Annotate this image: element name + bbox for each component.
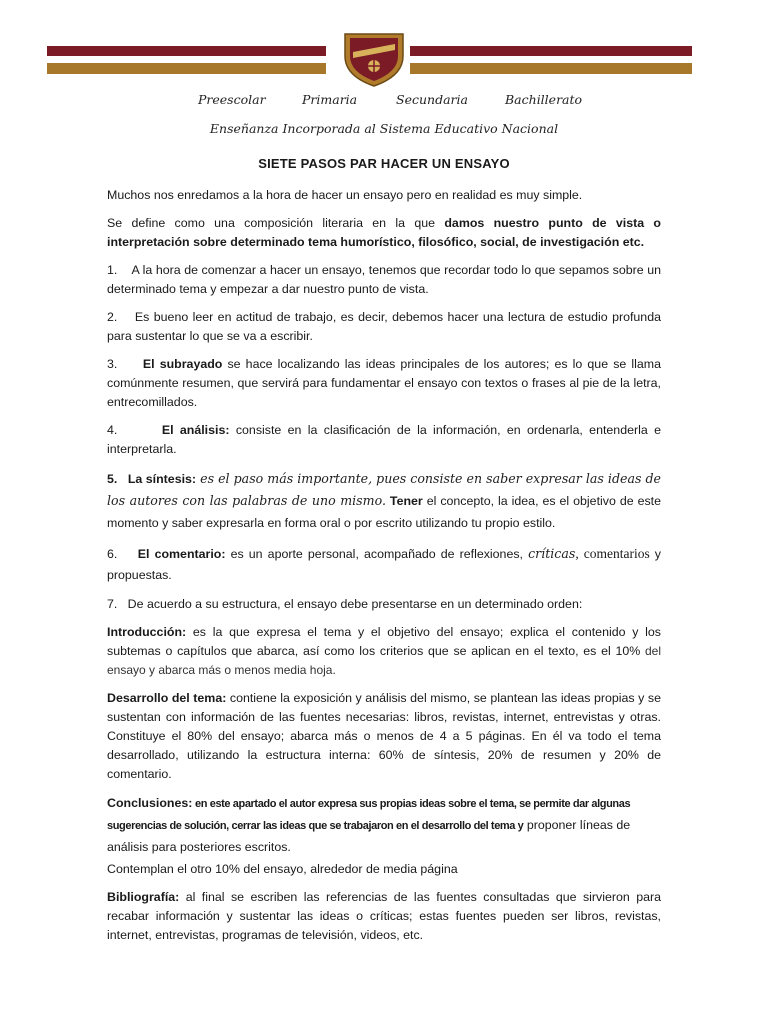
- step-7: [107, 595, 661, 614]
- conclusiones-line-2: Contemplan el otro 10% del ensayo, alrededor de media página: [107, 862, 458, 876]
- header-bar-maroon-left: [47, 46, 326, 56]
- intro-paragraph: Muchos nos enredamos a la hora de hacer un ensayo pero en realidad es muy simple.: [107, 188, 583, 202]
- desarrollo-text: contiene la exposición y análisis del mismo, se plantean las ideas propias y se sustentan con información de las fuentes necesarias: libros, revistas, internet, entrevistas y otras. Constituye el 80% del ensayo; abarca más o menos de 4 a 5 páginas. En él va todo el tema desarrollado, utilizando la estructura interna: 60% de síntesis, 20% de resumen y 20% de comentario.: [107, 691, 661, 781]
- step-2-text: Es bueno leer en actitud de trabajo, es decir, debemos hacer una lectura de estudio profunda para sustentar lo que se va a escribir.: [107, 310, 661, 343]
- step-5-heading: La síntesis:: [127, 472, 197, 486]
- introduccion-heading: Introducción:: [107, 625, 187, 639]
- school-crest-icon: [339, 30, 409, 88]
- conclusiones-narrow-text: en este apartado el autor expresa sus propias ideas sobre el tema, se permite dar algunas sugerencias de solución, cerrar las ideas que se trabajaron en el desarrollo del tema y: [107, 798, 631, 832]
- level-preescolar: Preescolar: [198, 92, 266, 107]
- document-title: SIETE PASOS PAR HACER UN ENSAYO: [258, 156, 510, 171]
- step-6-heading: El comentario:: [137, 547, 226, 561]
- bibliografia-heading: Bibliografía:: [107, 890, 180, 904]
- step-5-text: el concepto, la idea, es el objetivo de este momento y saber expresarla en forma oral o por escrito utilizando tu propio estilo.: [107, 494, 662, 530]
- step-6-number: 6.: [107, 547, 118, 561]
- step-3: [107, 355, 661, 412]
- step-6-serif-text: , comentarios: [575, 546, 650, 561]
- step-3-number: 3.: [107, 357, 118, 371]
- step-7-number: 7.: [107, 597, 118, 611]
- step-4-number: 4.: [107, 423, 118, 437]
- section-bibliografia: [107, 888, 661, 945]
- header-bar-gold-left: [47, 63, 326, 74]
- header-subtitle: Enseñanza Incorporada al Sistema Educativo Nacional: [209, 121, 559, 136]
- step-2-number: 2.: [107, 310, 118, 324]
- section-desarrollo: [107, 689, 661, 784]
- conclusiones-heading: Conclusiones:: [107, 796, 193, 810]
- step-5: [107, 468, 661, 534]
- conclusiones-text: proponer líneas de análisis para posteriores escritos.: [107, 818, 631, 854]
- step-5-number: 5.: [107, 472, 118, 486]
- step-1: [107, 261, 661, 299]
- section-introduccion: [107, 623, 661, 680]
- step-3-text: se hace localizando las ideas principales de los autores; es lo que se llama comúnmente resumen, que servirá para fundamentar el ensayo con textos o frases al pie de la letra, entrecomillados.: [107, 357, 662, 409]
- step-6-script-text: críticas: [528, 546, 576, 561]
- definition-text-a: Se define como una composición literaria en la que: [107, 216, 445, 230]
- header-bar-gold-right: [410, 63, 692, 74]
- level-primaria: Primaria: [302, 92, 358, 107]
- step-1-text: A la hora de comenzar a hacer un ensayo, tenemos que recordar todo lo que sepamos sobre un determinado tema y empezar a dar nuestro punto de vista.: [107, 263, 661, 296]
- step-6-text: es un aporte personal, acompañado de reflexiones,: [225, 547, 529, 561]
- step-6-text-end: y propuestas.: [107, 547, 662, 582]
- level-bachillerato: Bachillerato: [505, 92, 583, 107]
- step-7-text: De acuerdo a su estructura, el ensayo debe presentarse en un determinado orden:: [127, 597, 583, 611]
- header-bar-maroon-right: [410, 46, 692, 56]
- step-1-number: 1.: [107, 263, 118, 277]
- school-levels: [0, 92, 768, 108]
- step-5-bold-text: Tener: [385, 494, 423, 508]
- introduccion-text-light: del ensayo y abarca más o menos media hoja.: [107, 644, 661, 677]
- step-2: [107, 308, 661, 346]
- document-body: [107, 186, 661, 954]
- definition-text-b: damos nuestro punto de vista o interpretación sobre determinado tema humorístico, filosófico, social, de investigación etc.: [107, 216, 661, 249]
- step-6: [107, 543, 661, 586]
- bibliografia-text: al final se escriben las referencias de las fuentes consultadas que sirvieron para recabar información y sustentar las ideas o críticas; estas fuentes pueden ser libros, revistas, internet, entrevistas, programas de televisión, videos, etc.: [107, 890, 661, 942]
- definition-paragraph: [107, 214, 661, 252]
- introduccion-text: es la que expresa el tema y el objetivo del ensayo; explica el contenido y los subtemas o capítulos que abarca, así como los criterios que se aplican en el texto, es el 10%: [107, 625, 661, 658]
- step-5-script-text: es el paso más importante, pues consiste en saber expresar las ideas de los autores con las palabras de uno mismo.: [107, 471, 661, 508]
- section-conclusiones: [107, 793, 661, 858]
- step-4: [107, 421, 661, 459]
- step-3-heading: El subrayado: [142, 357, 223, 371]
- level-secundaria: Secundaria: [396, 92, 468, 107]
- step-4-text: consiste en la clasificación de la información, en ordenarla, entenderla e interpretarla.: [107, 423, 661, 456]
- step-4-heading: El análisis:: [161, 423, 230, 437]
- desarrollo-heading: Desarrollo del tema:: [107, 691, 227, 705]
